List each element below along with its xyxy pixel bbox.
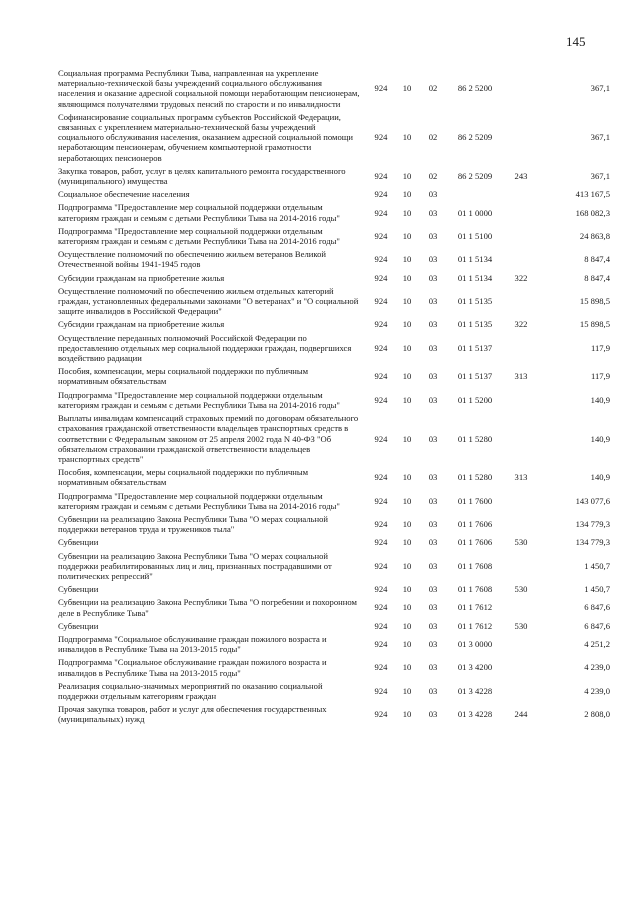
row-ministry-code: 924 [374,584,388,595]
table-row [58,226,610,246]
row-description: Пособия, компенсации, меры социальной поддержки по публичным нормативным обязательствам [58,366,309,387]
row-description: Осуществление переданных полномочий Российской Федерации по предоставлению отдельных мер социальной поддержки граждан, подвергшихся воздействию радиации [58,332,352,364]
row-target-article: 01 1 5137 [457,342,493,353]
row-amount: 168 082,3 [575,207,610,218]
row-amount: 1 450,7 [584,560,610,571]
budget-table [58,68,610,728]
row-expense-kind: 313 [514,371,528,382]
table-row [58,514,610,534]
row-ministry-code: 924 [374,685,388,696]
row-amount: 15 898,5 [579,296,610,307]
row-target-article: 01 3 4228 [457,685,493,696]
row-description: Субвенции [58,584,99,595]
row-subsection-code: 03 [428,394,438,405]
row-target-article: 01 1 7612 [457,620,493,631]
table-row [58,467,610,487]
row-section-code: 10 [402,537,412,548]
row-description: Прочая закупка товаров, работ и услуг для обеспечения государственных (муниципальных) нужд [58,704,327,725]
row-amount: 117,9 [590,342,610,353]
row-subsection-code: 03 [428,519,438,530]
row-ministry-code: 924 [374,472,388,483]
row-ministry-code: 924 [374,254,388,265]
row-description: Социальное обеспечение населения [58,189,190,200]
row-ministry-code: 924 [374,189,388,200]
table-row [58,681,610,701]
row-description: Осуществление полномочий по обеспечению жильем отдельных категорий граждан, установленных федеральными законами "О ветеранах" и "О социальной защите инвалидов в Российской Федерации" [58,285,359,317]
row-ministry-code: 924 [374,537,388,548]
table-row [58,189,610,199]
row-amount: 24 863,8 [579,230,610,241]
row-section-code: 10 [402,189,412,200]
row-subsection-code: 02 [428,83,438,94]
row-amount: 367,1 [590,83,610,94]
row-section-code: 10 [402,254,412,265]
row-description: Пособия, компенсации, меры социальной поддержки по публичным нормативным обязательствам [58,467,309,488]
row-description: Подпрограмма "Предоставление мер социальной поддержки отдельным категориям граждан и семьям с детьми Республики Тыва на 2014-2016 годы" [58,389,340,410]
row-ministry-code: 924 [374,662,388,673]
row-target-article: 01 1 5135 [457,319,493,330]
row-ministry-code: 924 [374,560,388,571]
row-expense-kind: 530 [514,620,528,631]
row-subsection-code: 03 [428,433,438,444]
row-subsection-code: 03 [428,254,438,265]
row-subsection-code: 03 [428,230,438,241]
row-subsection-code: 03 [428,662,438,673]
row-subsection-code: 03 [428,371,438,382]
row-target-article: 01 1 5134 [457,254,493,265]
row-section-code: 10 [402,519,412,530]
table-row [58,657,610,677]
row-section-code: 10 [402,207,412,218]
row-subsection-code: 03 [428,342,438,353]
row-description: Реализация социально-значимых мероприятий по оказанию социальной поддержки отдельным категориям граждан [58,680,323,701]
row-description: Подпрограмма "Социальное обслуживание граждан пожилого возраста и инвалидов в Республике Тыва на 2013-2015 годы" [58,657,327,678]
row-ministry-code: 924 [374,394,388,405]
row-target-article: 01 1 5100 [457,230,493,241]
row-subsection-code: 02 [428,170,438,181]
table-row [58,584,610,594]
row-expense-kind: 243 [514,170,528,181]
row-section-code: 10 [402,342,412,353]
row-subsection-code: 03 [428,207,438,218]
row-subsection-code: 03 [428,537,438,548]
row-amount: 6 847,6 [584,602,610,613]
row-description: Осуществление полномочий по обеспечению жильем ветеранов Великой Отечественной войны 1941-1945 годов [58,249,326,270]
row-target-article: 01 1 0000 [457,207,493,218]
row-amount: 140,9 [590,394,610,405]
row-ministry-code: 924 [374,433,388,444]
row-amount: 134 779,3 [575,519,610,530]
row-amount: 8 847,4 [584,254,610,265]
row-ministry-code: 924 [374,495,388,506]
row-expense-kind: 244 [514,709,528,720]
table-row [58,273,610,283]
table-row [58,597,610,617]
row-amount: 4 239,0 [584,662,610,673]
row-target-article: 86 2 5200 [457,83,493,94]
row-section-code: 10 [402,83,412,94]
table-row [58,390,610,410]
row-subsection-code: 03 [428,189,438,200]
row-ministry-code: 924 [374,620,388,631]
row-target-article: 01 1 5135 [457,296,493,307]
row-description: Субсидии гражданам на приобретение жилья [58,319,225,330]
row-ministry-code: 924 [374,519,388,530]
row-target-article: 01 1 5280 [457,472,493,483]
row-ministry-code: 924 [374,272,388,283]
row-section-code: 10 [402,319,412,330]
row-ministry-code: 924 [374,83,388,94]
row-amount: 367,1 [590,170,610,181]
row-section-code: 10 [402,602,412,613]
row-ministry-code: 924 [374,342,388,353]
row-target-article: 01 1 7608 [457,560,493,571]
row-target-article: 01 3 4200 [457,662,493,673]
row-ministry-code: 924 [374,296,388,307]
row-description: Подпрограмма "Предоставление мер социальной поддержки отдельным категориям граждан и семьям с детьми Республики Тыва на 2014-2016 годы" [58,225,340,247]
row-ministry-code: 924 [374,639,388,650]
row-section-code: 10 [402,230,412,241]
row-subsection-code: 03 [428,472,438,483]
table-row [58,537,610,547]
table-row [58,68,610,109]
row-subsection-code: 03 [428,602,438,613]
row-amount: 134 779,3 [575,537,610,548]
row-description: Субвенции [58,620,99,631]
table-row [58,166,610,186]
row-amount: 117,9 [590,371,610,382]
row-amount: 4 251,2 [584,639,610,650]
page-number: 145 [566,34,586,49]
row-amount: 140,9 [590,472,610,483]
row-section-code: 10 [402,560,412,571]
row-amount: 6 847,6 [584,620,610,631]
row-description: Субсидии гражданам на приобретение жилья [58,272,225,283]
table-row [58,634,610,654]
row-target-article: 86 2 5209 [457,132,493,143]
row-target-article: 01 1 7600 [457,495,493,506]
row-section-code: 10 [402,394,412,405]
row-target-article: 01 1 7606 [457,519,493,530]
row-section-code: 10 [402,709,412,720]
row-amount: 2 808,0 [584,709,610,720]
row-ministry-code: 924 [374,207,388,218]
row-subsection-code: 03 [428,495,438,506]
table-row [58,333,610,364]
table-row [58,704,610,724]
row-subsection-code: 03 [428,296,438,307]
row-expense-kind: 530 [514,584,528,595]
row-subsection-code: 03 [428,272,438,283]
row-amount: 15 898,5 [579,319,610,330]
row-subsection-code: 03 [428,584,438,595]
row-expense-kind: 313 [514,472,528,483]
row-description: Субвенции на реализацию Закона Республики Тыва "О мерах социальной поддержки реабилитированных лиц и лиц, признанных пострадавшими от политических репрессий" [58,550,332,581]
row-description: Подпрограмма "Социальное обслуживание граждан пожилого возраста и инвалидов в Республике Тыва на 2013-2015 годы" [58,633,327,655]
row-section-code: 10 [402,170,412,181]
row-description: Субвенции на реализацию Закона Республики Тыва "О погребении и похоронном деле в Республике Тыва" [58,597,357,618]
row-description: Субвенции [58,537,99,548]
row-section-code: 10 [402,433,412,444]
row-expense-kind: 530 [514,537,528,548]
row-section-code: 10 [402,685,412,696]
row-target-article: 01 1 5134 [457,272,493,283]
row-amount: 367,1 [590,132,610,143]
row-description: Закупка товаров, работ, услуг в целях капитального ремонта государственного (муниципального) имущества [58,165,346,187]
row-amount: 143 077,6 [575,495,610,506]
row-amount: 1 450,7 [584,584,610,595]
row-section-code: 10 [402,272,412,283]
row-target-article: 01 1 5137 [457,371,493,382]
row-target-article: 01 1 7606 [457,537,493,548]
table-row [58,202,610,222]
row-section-code: 10 [402,371,412,382]
table-row [58,249,610,269]
row-ministry-code: 924 [374,371,388,382]
row-section-code: 10 [402,584,412,595]
row-ministry-code: 924 [374,170,388,181]
table-row [58,286,610,317]
row-description: Подпрограмма "Предоставление мер социальной поддержки отдельным категориям граждан и семьям с детьми Республики Тыва на 2014-2016 годы" [58,490,340,511]
row-expense-kind: 322 [514,319,528,330]
row-target-article: 01 1 5200 [457,394,493,405]
row-ministry-code: 924 [374,132,388,143]
row-description: Выплаты инвалидам компенсаций страховых премий по договорам обязательного страхования гражданской ответственности владельцев транспортных средств в соответствии с Федеральным законом от 25 апреля 2002 года N 40-ФЗ "Об обязательном страховании гражданской ответственности владельцев транспортных средств" [58,413,359,464]
row-subsection-code: 02 [428,132,438,143]
row-description: Софинансирование социальных программ субъектов Российской Федерации, связанных с укреплением материально-технической базы учреждений социального обслуживания населения, оказанием адресной социальной помощи неработающим пенсионерам, обучением компьютерной грамотности неработающих пенсионеров [58,111,353,163]
row-subsection-code: 03 [428,685,438,696]
row-amount: 8 847,4 [584,272,610,283]
row-section-code: 10 [402,662,412,673]
row-target-article: 01 3 0000 [457,639,493,650]
table-row [58,366,610,386]
row-description: Подпрограмма "Предоставление мер социальной поддержки отдельным категориям граждан и семьям с детьми Республики Тыва на 2014-2016 годы" [58,202,340,223]
table-row [58,491,610,511]
row-target-article: 01 1 7608 [457,584,493,595]
row-section-code: 10 [402,296,412,307]
row-subsection-code: 03 [428,319,438,330]
table-row [58,413,610,464]
row-amount: 140,9 [590,433,610,444]
table-row [58,319,610,329]
row-expense-kind: 322 [514,272,528,283]
row-section-code: 10 [402,620,412,631]
row-section-code: 10 [402,472,412,483]
table-row [58,112,610,163]
row-subsection-code: 03 [428,560,438,571]
row-ministry-code: 924 [374,709,388,720]
row-subsection-code: 03 [428,620,438,631]
row-target-article: 01 3 4228 [457,709,493,720]
row-target-article: 01 1 7612 [457,602,493,613]
row-target-article: 01 1 5280 [457,433,493,444]
row-target-article: 86 2 5209 [457,170,493,181]
row-section-code: 10 [402,639,412,650]
row-description: Субвенции на реализацию Закона Республики Тыва "О мерах социальной поддержки ветеранов труда и тружеников тыла" [58,513,329,535]
row-section-code: 10 [402,132,412,143]
row-amount: 4 239,0 [584,685,610,696]
row-subsection-code: 03 [428,639,438,650]
row-ministry-code: 924 [374,319,388,330]
row-description: Социальная программа Республики Тыва, направленная на укрепление материально-технической базы учреждений социального обслуживания населения и оказание адресной социальной помощи неработающим пенсионерам, являющимся получателями трудовых пенсий по старости и по инвалидности [58,68,360,109]
table-row [58,621,610,631]
row-section-code: 10 [402,495,412,506]
table-row [58,551,610,582]
row-subsection-code: 03 [428,709,438,720]
row-ministry-code: 924 [374,602,388,613]
row-ministry-code: 924 [374,230,388,241]
row-amount: 413 167,5 [575,189,610,200]
